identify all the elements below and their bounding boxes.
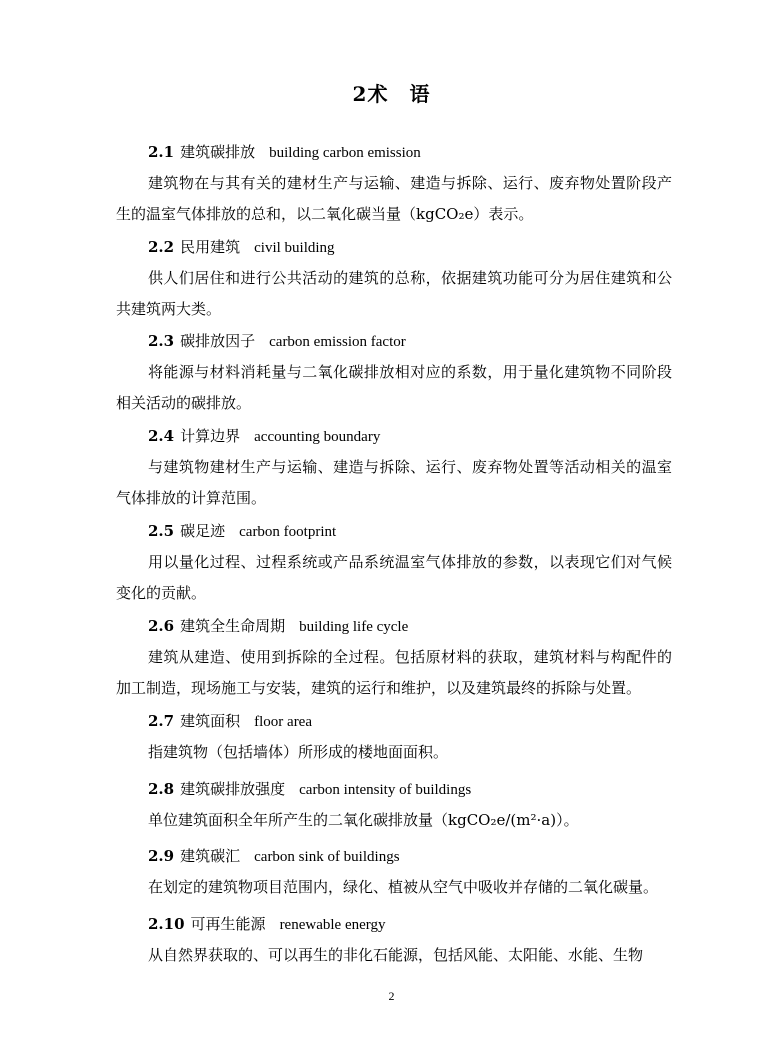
term-heading [148,615,408,636]
term-english: accounting boundary [254,429,381,445]
term-number: 2.3 [148,332,175,350]
term-number: 2.7 [148,712,175,730]
term-definition: 从自然界获取的、可以再生的非化石能源，包括风能、太阳能、水能、生物 [148,946,644,964]
term-chinese: 建筑碳汇 [180,847,241,865]
term-heading [148,141,421,162]
term-chinese: 碳足迹 [180,522,226,540]
term-chinese: 建筑碳排放 [180,143,256,161]
term-chinese: 建筑全生命周期 [180,617,286,635]
page-number: 2 [388,989,395,1003]
term-chinese: 可再生能源 [190,915,266,933]
term-number: 2.6 [148,617,175,635]
term-english: floor area [254,714,313,730]
term-definition: 建筑物在与其有关的建材生产与运输、建造与拆除、运行、废弃物处置阶段产生的温室气体排放的总和，以二氧化碳当量（kgCO₂e）表示。 [116,174,672,223]
term-number: 2.4 [148,427,175,445]
term-heading [148,710,312,731]
term-number: 2.1 [148,143,175,161]
term-english: carbon intensity of buildings [299,782,472,798]
term-chinese: 民用建筑 [180,238,241,256]
section-title: 2术 语 [352,82,431,106]
term-heading [148,425,380,446]
term-chinese: 建筑面积 [180,712,241,730]
term-number: 2.9 [148,847,175,865]
term-definition: 单位建筑面积全年所产生的二氧化碳排放量（kgCO₂e/(m²·a)）。 [148,811,579,829]
term-number: 2.10 [148,915,185,933]
term-heading [148,913,385,934]
term-english: carbon sink of buildings [254,849,400,865]
term-english: carbon emission factor [269,334,406,350]
term-english: building carbon emission [269,145,421,161]
term-definition: 将能源与材料消耗量与二氧化碳排放相对应的系数，用于量化建筑物不同阶段相关活动的碳排放。 [116,363,672,412]
term-heading [148,236,335,257]
term-heading [148,845,400,866]
term-definition: 用以量化过程、过程系统或产品系统温室气体排放的参数，以表现它们对气候变化的贡献。 [116,553,672,602]
term-chinese: 碳排放因子 [180,332,256,350]
term-number: 2.5 [148,522,175,540]
term-english: building life cycle [299,619,409,635]
term-definition: 建筑从建造、使用到拆除的全过程。包括原材料的获取，建筑材料与构配件的加工制造，现场施工与安装，建筑的运行和维护，以及建筑最终的拆除与处置。 [116,648,672,697]
term-definition: 与建筑物建材生产与运输、建造与拆除、运行、废弃物处置等活动相关的温室气体排放的计算范围。 [116,458,672,507]
term-definition: 在划定的建筑物项目范围内，绿化、植被从空气中吸收并存储的二氧化碳量。 [148,878,659,896]
term-chinese: 计算边界 [180,427,241,445]
term-english: carbon footprint [239,524,337,540]
term-number: 2.8 [148,780,175,798]
term-definition: 指建筑物（包括墙体）所形成的楼地面面积。 [148,743,449,761]
term-english: renewable energy [279,917,386,933]
term-definition: 供人们居住和进行公共活动的建筑的总称，依据建筑功能可分为居住建筑和公共建筑两大类。 [116,269,672,318]
term-heading [148,778,471,799]
term-number: 2.2 [148,238,175,256]
term-heading [148,520,336,541]
term-chinese: 建筑碳排放强度 [180,780,286,798]
term-heading [148,330,406,351]
term-english: civil building [254,240,335,256]
